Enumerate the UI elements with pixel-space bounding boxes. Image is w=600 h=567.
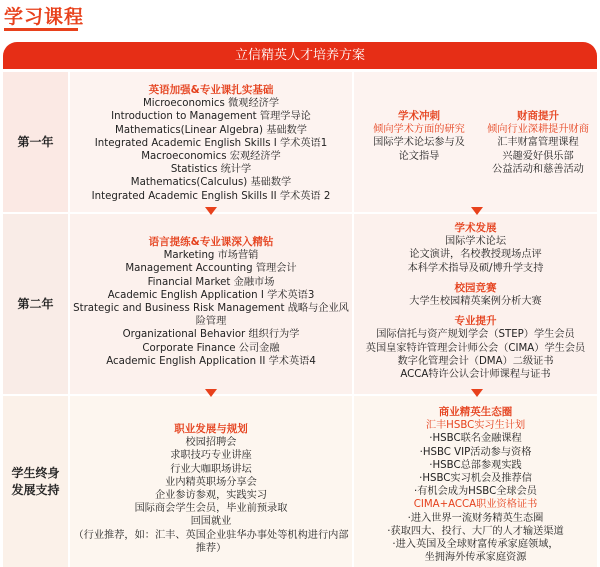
section-heading: 职业发展与规划 — [174, 423, 248, 435]
list-item: ACCA特许公认会计师课程与证书 — [400, 369, 551, 381]
list-item: 回国就业 — [190, 516, 232, 528]
row-label-text: 发展支持 — [11, 482, 60, 497]
title-underline — [4, 28, 78, 31]
row-label-support — [3, 396, 68, 567]
year1-courses — [70, 72, 352, 212]
section-heading: 财商提升 — [517, 110, 559, 122]
row-label-year2 — [3, 214, 68, 394]
section-heading: 校园竞赛 — [454, 281, 497, 294]
list-item: 本科学术指导及硕/博升学支持 — [407, 262, 544, 274]
academic-track — [354, 72, 484, 163]
section-heading: 学术冲刺 — [398, 110, 440, 122]
year2-development — [354, 214, 597, 394]
section-subtitle: 倾向行业深耕提升财商 — [487, 124, 589, 136]
course-item: Academic English Application I 学术英语3 — [107, 289, 315, 301]
list-item: ·有机会成为HSBC全球会员 — [414, 486, 537, 498]
list-item: 汇丰财富管理课程 — [497, 137, 579, 149]
row-label-text: 第二年 — [17, 296, 54, 311]
list-item: 国际学术论坛 — [444, 236, 507, 248]
section-heading: 语言提练&专业课深入精钻 — [148, 236, 274, 248]
course-item: Academic English Application II 学术英语4 — [106, 355, 316, 367]
list-item: 论文指导 — [398, 150, 440, 162]
down-arrow-icon — [471, 207, 483, 215]
list-item: 数字化管理会计（DMA）二级证书 — [397, 355, 554, 367]
program-banner: 立信精英人才培养方案 — [3, 42, 597, 69]
list-item: 业内精英职场分享会 — [165, 476, 257, 488]
row-label-text: 第一年 — [17, 134, 54, 149]
section-heading: 英语加强&专业课扎实基础 — [148, 84, 274, 96]
list-item: ·HSBC联名金融课程 — [429, 433, 522, 445]
row-label-year1 — [3, 72, 68, 212]
list-item: 行业大咖职场讲坛 — [170, 463, 252, 475]
list-item: 公益活动和慈善活动 — [492, 163, 584, 175]
course-item: Marketing 市场营销 — [163, 250, 259, 262]
list-item: 论文演讲，名校教授现场点评 — [409, 249, 542, 261]
year1-tracks — [354, 72, 597, 212]
course-item: Management Accounting 管理会计 — [125, 263, 297, 275]
finance-track — [478, 72, 598, 176]
course-item: Strategic and Business Risk Management 战略与企业风险管理 — [73, 303, 349, 328]
section-heading: 商业精英生态圈 — [438, 406, 513, 418]
down-arrow-icon — [205, 207, 217, 215]
course-item: Financial Market 金融市场 — [147, 276, 275, 288]
course-item: Introduction to Management 管理学导论 — [111, 111, 311, 123]
list-item: 国际商会学生会员，毕业前预录取 — [134, 503, 288, 515]
section-subtitle: 倾向学术方面的研究 — [373, 124, 465, 136]
list-item: 求职技巧专业讲座 — [170, 450, 252, 462]
list-item: ·HSBC VIP活动参与资格 — [419, 446, 532, 458]
list-item: 校园招聘会 — [185, 437, 237, 449]
down-arrow-icon — [471, 389, 483, 397]
course-item: Microeconomics 微观经济学 — [142, 98, 280, 110]
list-item: 兴趣爱好俱乐部 — [502, 150, 574, 162]
course-item: Mathematics(Calculus) 基础数学 — [130, 177, 292, 189]
list-item: 大学生校园精英案例分析大赛 — [409, 296, 542, 308]
list-item: ·HSBC实习机会及推荐信 — [419, 473, 532, 485]
list-item: 坐拥海外传承家庭资源 — [424, 552, 527, 564]
course-item: Integrated Academic English Skills I 学术英语1 — [94, 137, 328, 149]
list-item: ·HSBC总部参观实践 — [429, 459, 522, 471]
section-subtitle: CIMA+ACCA职业资格证书 — [413, 499, 538, 511]
down-arrow-icon — [205, 389, 217, 397]
career-development — [70, 396, 352, 567]
list-item: 国际信托与资产规划学会（STEP）学生会员 — [376, 329, 575, 341]
section-heading: 学术发展 — [454, 222, 497, 234]
business-ecosystem — [354, 396, 597, 567]
course-item: Mathematics(Linear Algebra) 基础数学 — [115, 124, 307, 136]
course-item: Statistics 统计学 — [170, 164, 252, 176]
course-item: Integrated Academic English Skills II 学术英语 2 — [91, 190, 331, 202]
list-item: ·进入世界一流财务精英生态圈 — [407, 512, 544, 524]
page-title: 学习课程 — [4, 6, 85, 28]
list-item: ·获取四大、投行、大厂的人才输送渠道 — [387, 525, 564, 537]
list-item: （行业推荐，如：汇丰、英国企业驻华办事处等机构进行内部推荐） — [73, 529, 349, 554]
course-item: Corporate Finance 公司金融 — [142, 342, 280, 354]
section-subtitle: 汇丰HSBC实习生计划 — [425, 420, 526, 432]
course-item: Organizational Behavior 组织行为学 — [122, 329, 300, 341]
list-item: 国际学术论坛参与及 — [373, 137, 465, 149]
course-item: Macroeconomics 宏观经济学 — [141, 151, 281, 163]
section-heading: 专业提升 — [454, 315, 497, 328]
list-item: ·进入英国及全球财富传承家庭领域， — [392, 539, 559, 551]
list-item: 英国皇家特许管理会计师公会（CIMA）学生会员 — [365, 342, 586, 354]
list-item: 企业参访参观，实践实习 — [154, 490, 268, 502]
row-label-text: 学生终身 — [11, 465, 60, 480]
year2-courses — [70, 214, 352, 394]
